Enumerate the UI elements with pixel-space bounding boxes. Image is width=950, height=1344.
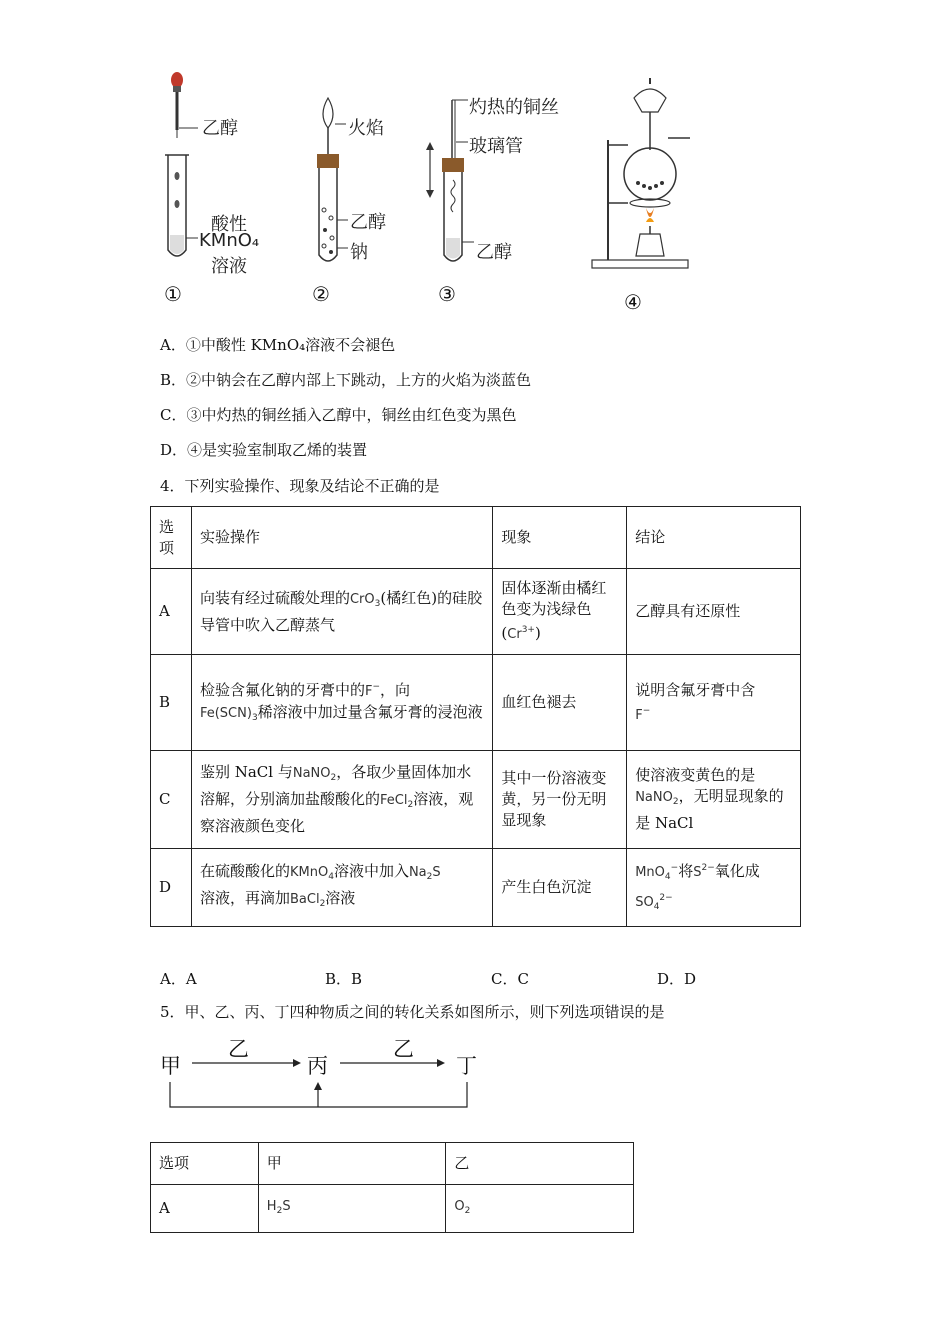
q4-choice-d: D．D	[657, 970, 697, 988]
label-solution: 溶液	[211, 256, 247, 277]
q5-row-a-yi: $O_2$	[446, 1185, 634, 1233]
q5-header-jia: 甲	[258, 1143, 446, 1185]
dropper-icon	[171, 72, 198, 138]
table-header-row	[151, 507, 801, 569]
q5-row-a-jia: $H_2S$	[258, 1185, 446, 1233]
table-row	[151, 655, 801, 751]
apparatus-drawing	[150, 70, 710, 320]
q4-choice-a: A．A	[160, 970, 197, 988]
label-hot-copper: 灼热的铜丝	[469, 97, 559, 118]
table-row	[151, 849, 801, 927]
row-b-conclusion: 说明含氟牙膏中含 F−	[627, 655, 801, 751]
row-a-conclusion: 乙醇具有还原性	[627, 569, 801, 655]
row-d-conclusion: MnO$_4$−将$S^{2-}$氧化成 $SO_4^{2-}$	[627, 849, 801, 927]
q3-option-c: C．③中灼热的铜丝插入乙醇中，铜丝由红色变为黑色	[160, 406, 517, 424]
q5-stem: 5．甲、乙、丙、丁四种物质之间的转化关系如图所示，则下列选项错误的是	[160, 1003, 665, 1021]
flask-stand-icon	[592, 78, 690, 268]
test-tube-1-icon	[165, 155, 198, 256]
table-row	[151, 569, 801, 655]
label-ethanol-3: 乙醇	[476, 242, 512, 263]
row-a-operation: 向装有经过硫酸处理的CrO$_3$(橘红色)的硅胶导管中吹入乙醇蒸气	[191, 569, 492, 655]
label-kmno4: KMnO₄	[199, 230, 260, 251]
test-tube-2-icon	[317, 98, 348, 261]
row-a-phenomenon: 固体逐渐由橘红色变为浅绿色$(Cr^{3+})$	[493, 569, 627, 655]
q4-choice-c: C．C	[491, 970, 529, 988]
figure-number-2: ②	[312, 282, 330, 306]
header-phenomenon: 现象	[493, 507, 627, 569]
q5-header-yi: 乙	[446, 1143, 634, 1185]
q4-choice-b: B．B	[325, 970, 363, 988]
diagram-ding: 丁	[456, 1054, 477, 1078]
test-tube-3-icon	[426, 100, 474, 261]
figure-number-3: ③	[438, 282, 456, 306]
q5-table	[150, 1142, 634, 1233]
diagram-jia: 甲	[160, 1054, 181, 1078]
q3-option-b: B．②中钠会在乙醇内部上下跳动，上方的火焰为淡蓝色	[160, 371, 532, 389]
diagram-yi-2: 乙	[393, 1037, 414, 1061]
q5-header-option: 选项	[151, 1143, 259, 1185]
row-d-phenomenon: 产生白色沉淀	[493, 849, 627, 927]
table-row	[151, 751, 801, 849]
figure-number-4: ④	[624, 290, 642, 314]
label-glass-tube: 玻璃管	[469, 136, 523, 157]
q5-row-a-option: A	[151, 1185, 259, 1233]
diagram-bing: 丙	[307, 1054, 328, 1078]
row-c-conclusion: 使溶液变黄色的是NaNO$_2$，无明显现象的是 NaCl	[627, 751, 801, 849]
q4-table	[150, 506, 801, 927]
row-d-option: D	[151, 849, 192, 927]
row-c-phenomenon: 其中一份溶液变黄，另一份无明显现象	[493, 751, 627, 849]
diagram-yi-1: 乙	[228, 1037, 249, 1061]
row-a-option: A	[151, 569, 192, 655]
row-c-operation: 鉴别 NaCl 与NaNO$_2$，各取少量固体加水溶解，分别滴加盐酸酸化的FeCl$_2$溶液，观察溶液颜色变化	[191, 751, 492, 849]
label-flame: 火焰	[348, 118, 384, 139]
header-option: 选项	[151, 507, 192, 569]
q4-stem: 4．下列实验操作、现象及结论不正确的是	[160, 477, 440, 495]
row-d-operation: 在硫酸酸化的KMnO$_4$溶液中加入$Na_2S$ 溶液，再滴加BaCl$_2$溶液	[191, 849, 492, 927]
row-b-phenomenon: 血红色褪去	[493, 655, 627, 751]
row-b-operation: 检验含氟化钠的牙膏中的F−，向 $Fe(SCN)_3$稀溶液中加过量含氟牙膏的浸泡液	[191, 655, 492, 751]
row-c-option: C	[151, 751, 192, 849]
table-header-row	[151, 1143, 634, 1185]
label-ethanol-2: 乙醇	[350, 212, 386, 233]
row-b-option: B	[151, 655, 192, 751]
q3-option-d: D．④是实验室制取乙烯的装置	[160, 441, 368, 459]
header-operation: 实验操作	[191, 507, 492, 569]
figure-number-1: ①	[164, 282, 182, 306]
label-ethanol-1: 乙醇	[202, 118, 238, 139]
table-row	[151, 1185, 634, 1233]
label-acidic: 酸性	[211, 214, 247, 235]
q3-option-a: A．①中酸性 KMnO₄溶液不会褪色	[160, 336, 396, 354]
header-conclusion: 结论	[627, 507, 801, 569]
label-sodium: 钠	[350, 242, 368, 263]
